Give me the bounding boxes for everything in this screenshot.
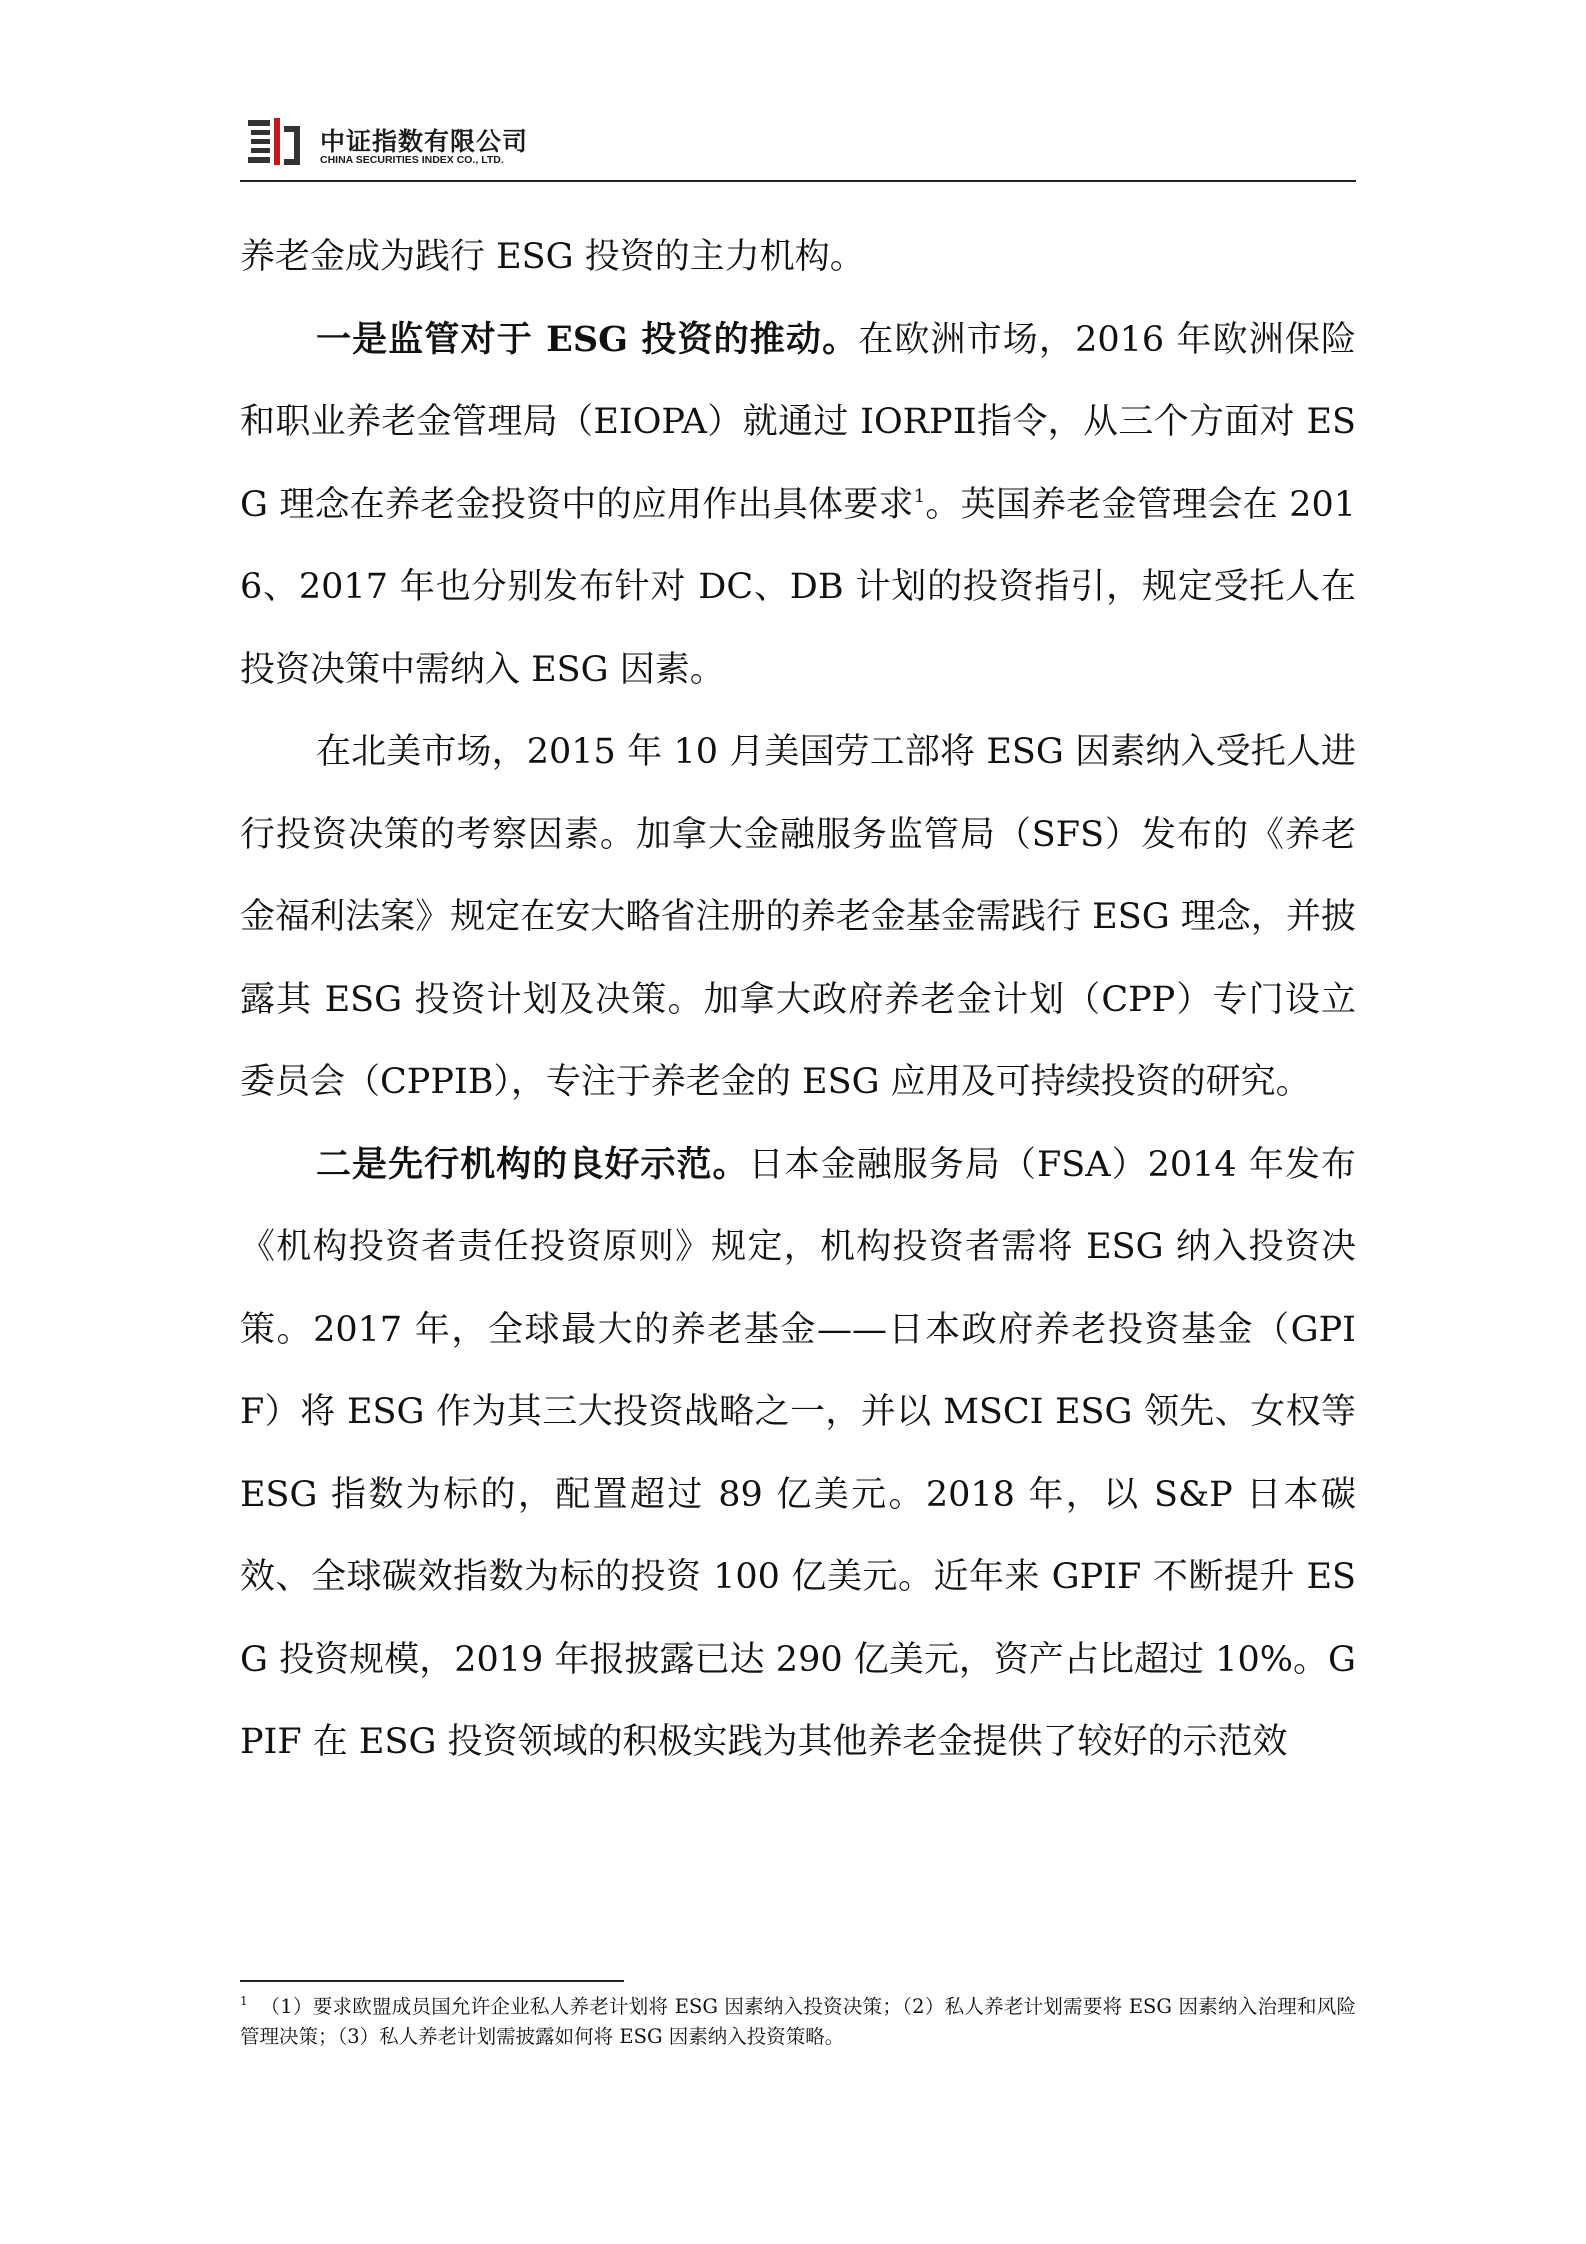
footnote: [240, 1992, 1356, 2052]
paragraph-continuation: 养老金成为践行 ESG 投资的主力机构。: [240, 237, 865, 277]
paragraph-text-europe: 在欧洲市场，2016 年欧洲保险和职业养老金管理局（EIOPA）就通过 IORPⅡ指令，从三个方面对 ESG 理念在养老金投资中的应用作出具体要求: [240, 319, 1356, 525]
company-name-cn: 中证指数有限公司: [320, 127, 529, 156]
paragraph-lead-regulation: 一是监管对于 ESG 投资的推动。: [316, 318, 859, 360]
paragraph-north-america: 在北美市场，2015 年 10 月美国劳工部将 ESG 因素纳入受托人进行投资决策的考察因素。加拿大金融服务监管局（SFS）发布的《养老金福利法案》规定在安大略省注册的养老金基金需践行 ESG 理念，并披露其 ESG 投资计划及决策。加拿大政府养老金计划（CPP）专门设立委员会（CPPIB），专注于养老金的 ESG 应用及可持续投资的研究。: [240, 732, 1356, 1102]
body-text: [240, 216, 1356, 1784]
footnote-text: （1）要求欧盟成员国允许企业私人养老计划将 ESG 因素纳入投资决策；（2）私人养老计划需要将 ESG 因素纳入治理和风险管理决策；（3）私人养老计划需披露如何将 ESG 因素纳入投资策略。: [240, 1995, 1356, 2048]
footnote-reference: 1: [913, 485, 926, 507]
csi-logo-icon: [248, 118, 306, 168]
company-name-en: CHINA SECURITIES INDEX CO., LTD.: [320, 154, 504, 166]
page-header: [240, 112, 1356, 180]
footnote-divider: [240, 1980, 624, 1982]
paragraph-text-uk: 。英国养老金管理会在 2016、2017 年也分别发布针对 DC、DB 计划的投资指引，规定受托人在投资决策中需纳入 ESG 因素。: [240, 484, 1356, 690]
paragraph-regulation: [240, 299, 1356, 712]
paragraph-text-japan: 日本金融服务局（FSA）2014 年发布《机构投资者责任投资原则》规定，机构投资者需将 ESG 纳入投资决策。2017 年，全球最大的养老基金——日本政府养老投资基金（GPIF）将 ESG 作为其三大投资战略之一，并以 MSCI ESG 领先、女权等 ESG 指数为标的，配置超过 89 亿美元。2018 年，以 S&P 日本碳效、全球碳效指数为标的投资 100 亿美元。近年来 GPIF 不断提升 ESG 投资规模，2019 年报披露已达 290 亿美元，资产占比超过 10%。GPIF 在 ESG 投资领域的积极实践为其他养老金提供了较好的示范效: [240, 1144, 1356, 1762]
header-divider: [240, 180, 1356, 182]
footnote-marker: 1: [240, 1994, 248, 2008]
paragraph-lead-pioneers: 二是先行机构的良好示范。: [316, 1143, 749, 1185]
paragraph-pioneers: [240, 1124, 1356, 1784]
